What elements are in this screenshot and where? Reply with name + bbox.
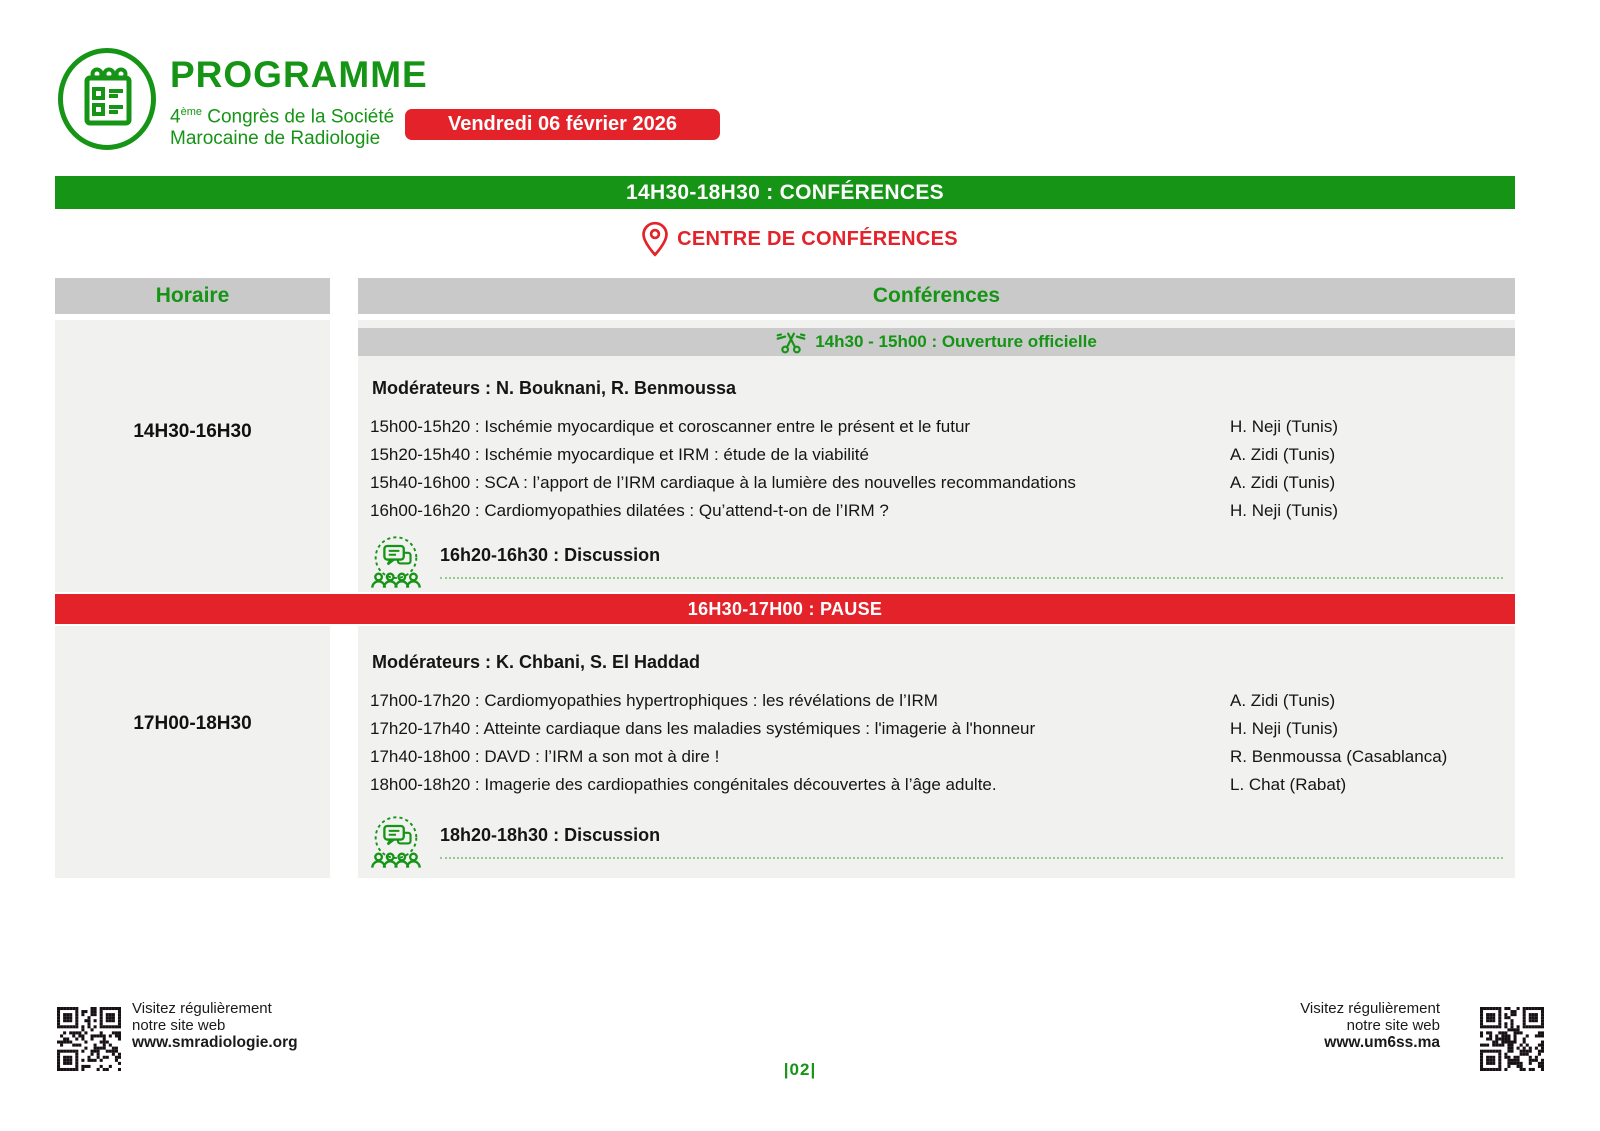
site-note-line: notre site web <box>1346 1017 1440 1034</box>
page-number: |02| <box>783 1060 817 1079</box>
pause-banner: 16H30-17H00 : PAUSE <box>55 594 1515 624</box>
talk-row <box>370 469 1503 497</box>
time-slot: 14H30-16H30 <box>55 320 330 592</box>
venue-label: CENTRE DE CONFÉRENCES <box>677 227 958 250</box>
talk-row <box>370 441 1503 469</box>
page-title: PROGRAMME <box>170 54 428 95</box>
site-url-left: www.smradiologie.org <box>132 1034 298 1051</box>
discussion-row <box>366 533 1503 590</box>
moderators-line: Modérateurs : K. Chbani, S. El Haddad <box>372 652 701 672</box>
site-note-line: notre site web <box>132 1017 226 1034</box>
column-header-talks: Conférences <box>358 278 1515 314</box>
talk-speaker: A. Zidi (Tunis) <box>1230 473 1336 492</box>
talk-title: 15h40-16h00 : SCA : l’apport de l’IRM cardiaque à la lumière des nouvelles recommandations <box>370 473 1076 492</box>
dotted-divider <box>440 857 1503 859</box>
talk-row <box>370 771 1503 799</box>
discussion-audience-icon <box>366 813 426 870</box>
venue-row <box>0 221 1600 257</box>
session-content <box>358 626 1515 878</box>
session-content <box>358 320 1515 592</box>
time-slot: 17H00-18H30 <box>55 626 330 878</box>
header-title-block <box>170 54 428 150</box>
talk-title: 17h40-18h00 : DAVD : l’IRM a son mot à dire ! <box>370 747 720 766</box>
talk-speaker: L. Chat (Rabat) <box>1230 775 1347 794</box>
talk-title: 17h00-17h20 : Cardiomyopathies hypertrophiques : les révélations de l’IRM <box>370 691 938 710</box>
column-gap <box>330 626 358 878</box>
ribbon-cutting-icon <box>776 329 806 355</box>
congress-logo-icon <box>57 46 157 152</box>
qr-code-right <box>1480 1007 1544 1071</box>
talk-title: 16h00-16h20 : Cardiomyopathies dilatées : Qu’attend-t-on de l’IRM ? <box>370 501 889 520</box>
talk-row <box>370 497 1503 525</box>
discussion-row <box>366 813 1503 870</box>
location-pin-icon <box>642 221 668 257</box>
discussion-content <box>440 813 1503 859</box>
site-note-left <box>132 1000 298 1051</box>
talk-row <box>370 715 1503 743</box>
talk-row <box>370 687 1503 715</box>
opening-ceremony-band <box>358 328 1515 356</box>
moderators-line: Modérateurs : N. Bouknani, R. Benmoussa <box>372 378 737 398</box>
discussion-content <box>440 533 1503 579</box>
talk-title: 15h00-15h20 : Ischémie myocardique et coroscanner entre le présent et le futur <box>370 417 971 436</box>
talk-speaker: A. Zidi (Tunis) <box>1230 445 1336 464</box>
talk-list <box>370 687 1503 799</box>
site-note-line: Visitez régulièrement <box>132 1000 272 1017</box>
talk-row <box>370 743 1503 771</box>
session-block-2 <box>55 626 1515 878</box>
opening-ceremony-label: 14h30 - 15h00 : Ouverture officielle <box>815 332 1097 351</box>
talk-title: 18h00-18h20 : Imagerie des cardiopathies congénitales découvertes à l’âge adulte. <box>370 775 997 794</box>
congress-subtitle <box>170 101 428 150</box>
program-table <box>55 278 1515 878</box>
site-note-right <box>1300 1000 1440 1051</box>
talk-speaker: R. Benmoussa (Casablanca) <box>1230 747 1448 766</box>
site-url-right: www.um6ss.ma <box>1324 1034 1440 1051</box>
session-block-1 <box>55 320 1515 592</box>
discussion-label: 16h20-16h30 : Discussion <box>440 545 661 565</box>
session-banner: 14H30-18H30 : CONFÉRENCES <box>55 176 1515 209</box>
discussion-audience-icon <box>366 533 426 590</box>
column-gap <box>330 320 358 592</box>
column-gap <box>330 278 358 314</box>
congress-number: 4 <box>170 106 181 128</box>
congress-subtitle-line2: Marocaine de Radiologie <box>170 128 381 150</box>
talk-title: 17h20-17h40 : Atteinte cardiaque dans les maladies systémiques : l'imagerie à l'honneur <box>370 719 1036 738</box>
talk-speaker: A. Zidi (Tunis) <box>1230 691 1336 710</box>
talk-list <box>370 413 1503 525</box>
column-header-time: Horaire <box>55 278 330 314</box>
talk-title: 15h20-15h40 : Ischémie myocardique et IRM : étude de la viabilité <box>370 445 869 464</box>
talk-row <box>370 413 1503 441</box>
talk-speaker: H. Neji (Tunis) <box>1230 719 1338 738</box>
date-badge: Vendredi 06 février 2026 <box>405 109 720 140</box>
talk-speaker: H. Neji (Tunis) <box>1230 417 1338 436</box>
congress-ordinal-suffix: ème <box>180 106 202 118</box>
dotted-divider <box>440 577 1503 579</box>
discussion-label: 18h20-18h30 : Discussion <box>440 825 661 845</box>
congress-subtitle-rest: Congrès de la Société <box>201 106 395 128</box>
site-note-line: Visitez régulièrement <box>1300 1000 1440 1017</box>
talk-speaker: H. Neji (Tunis) <box>1230 501 1338 520</box>
table-header-row <box>55 278 1515 314</box>
